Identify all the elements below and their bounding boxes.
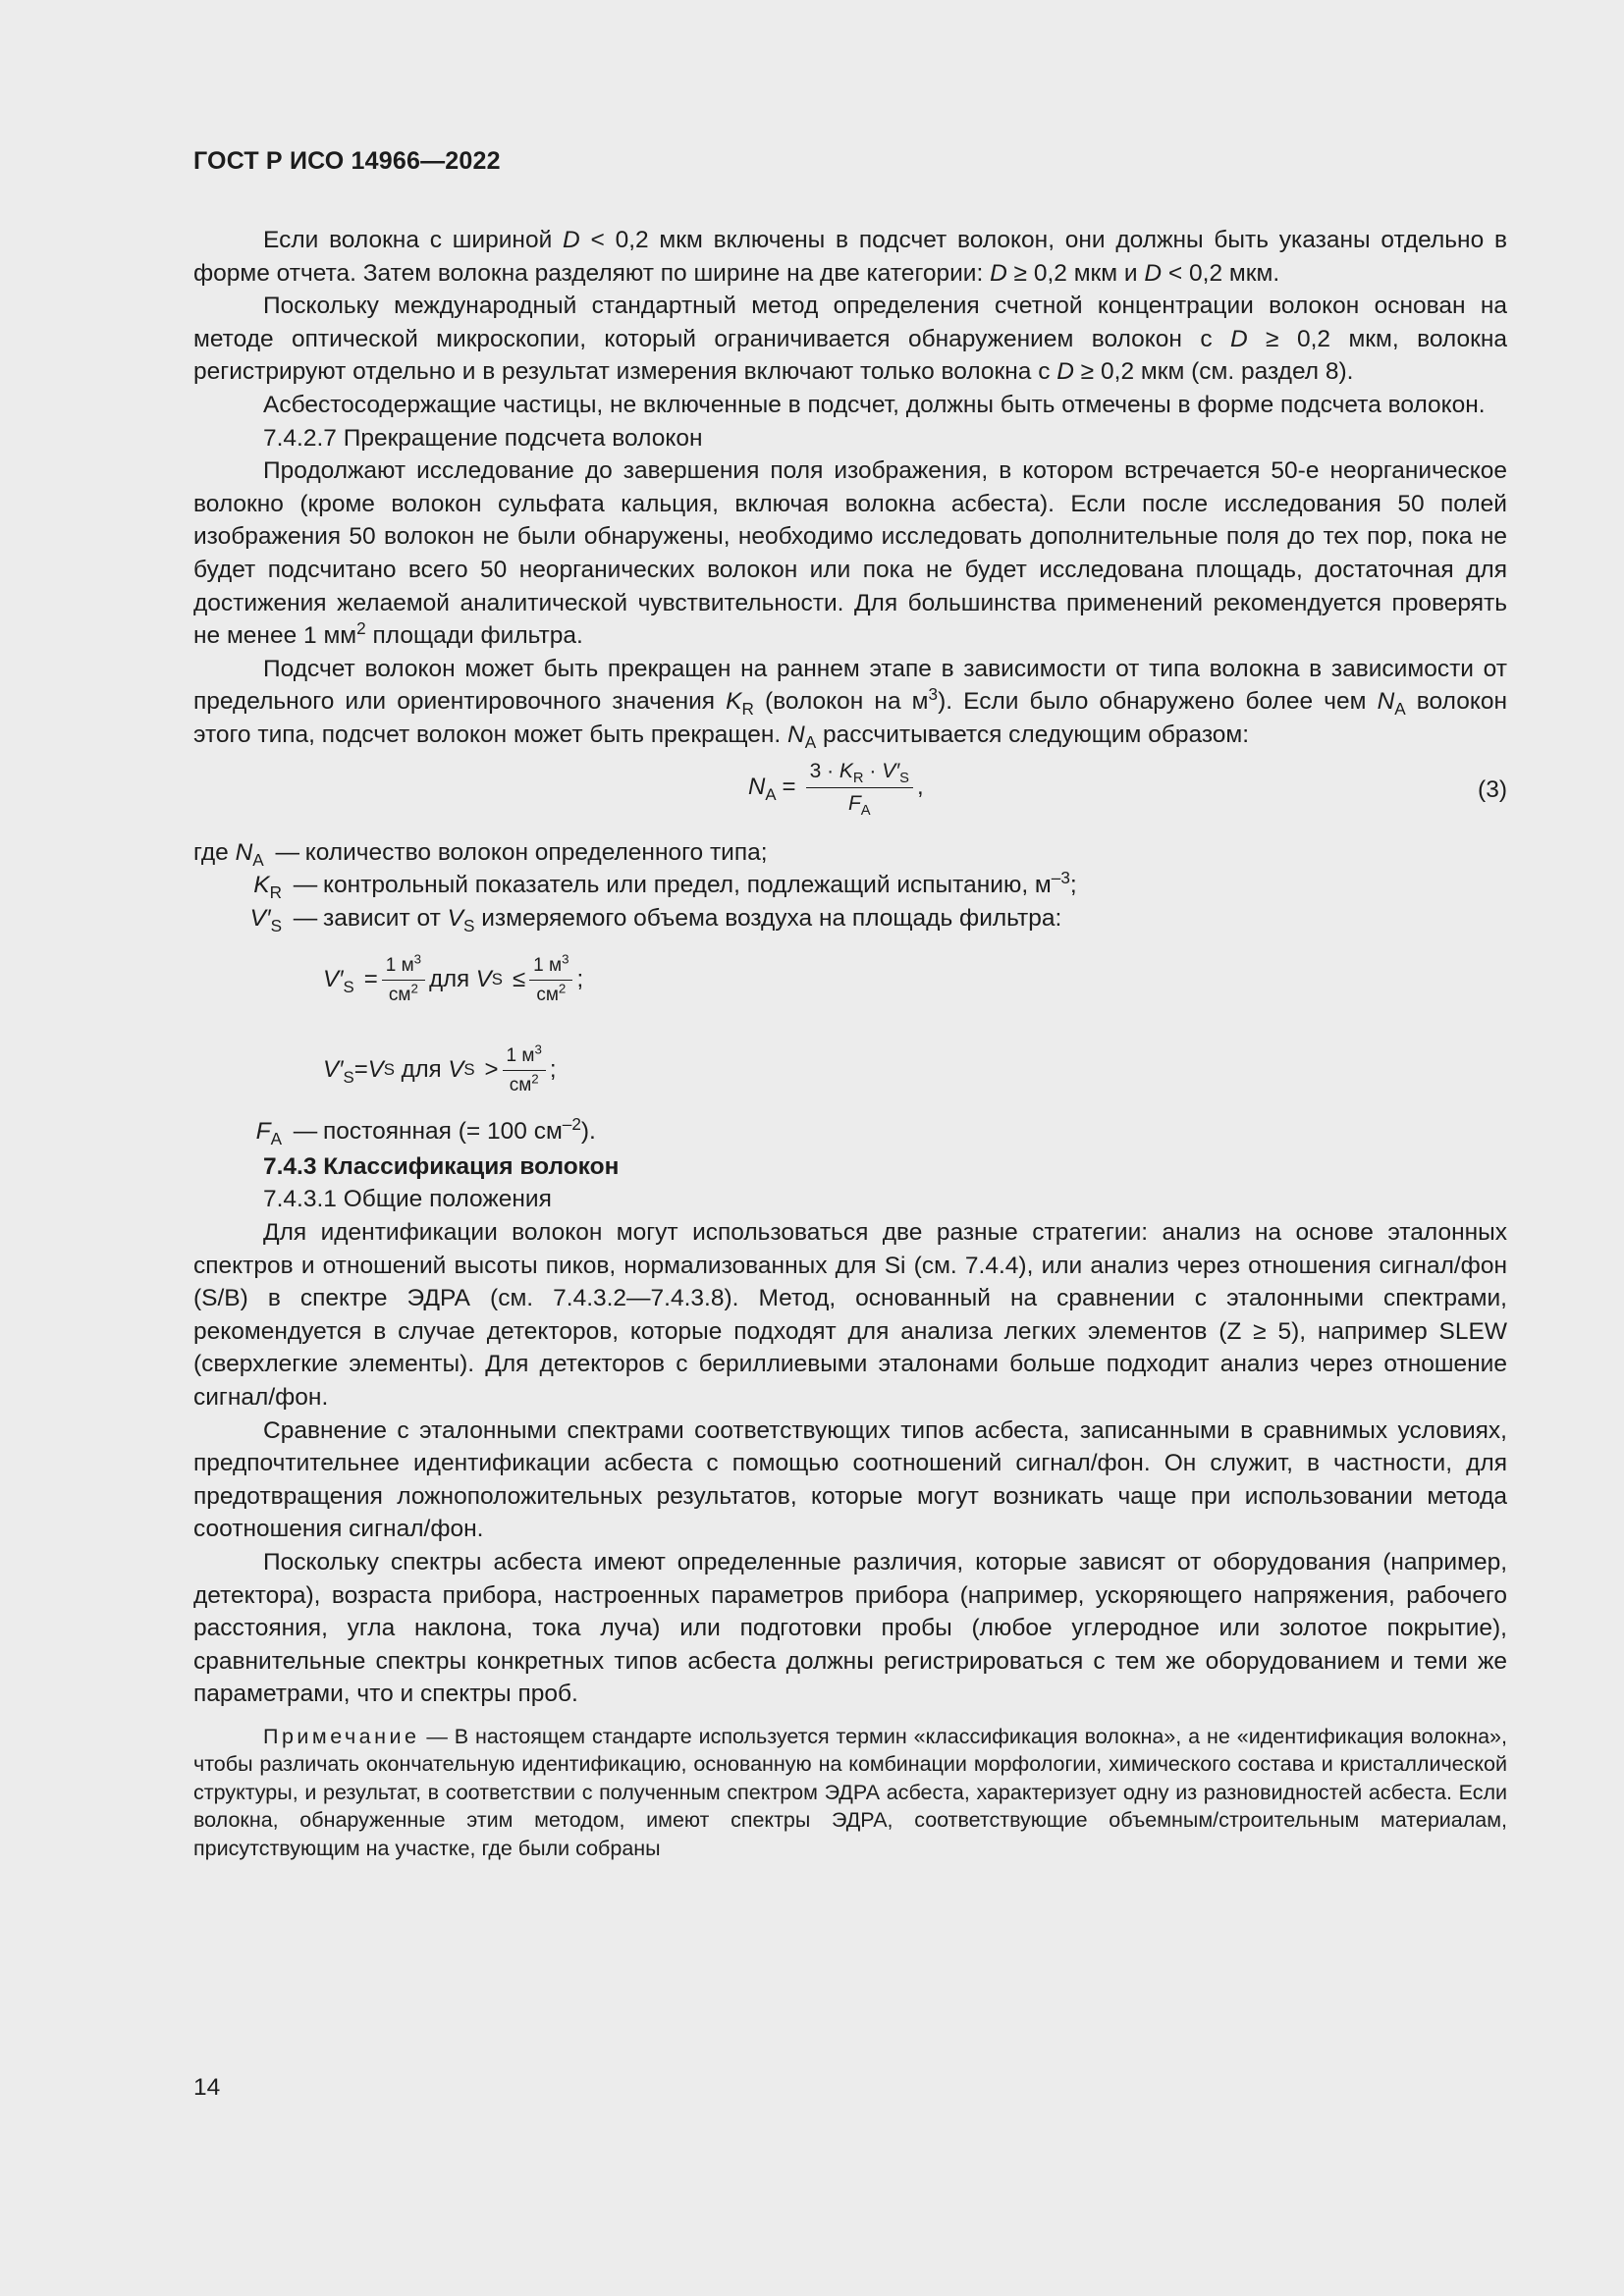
paragraph-5: Подсчет волокон может быть прекращен на раннем этапе в зависимости от типа волокна в зависимости от предельного или ориентировочного значения $K_R$ (волокон на $м^3$). Если было обнаружено более чем $N_A$ волокон этого типа, подсчет волокон может быть прекращен. $N_A$ рассчитывается следующим образом:: [193, 655, 1507, 752]
section-heading-7-4-2-7: 7.4.2.7 Прекращение подсчета волокон: [263, 424, 703, 452]
formula-lhs: $N_A$: [748, 774, 777, 804]
note-text: — В настоящем стандарте используется термин «классификация волокна», а не «идентификация волокна», чтобы различать окончательную идентификацию, основанную на комбинации морфологии, химического состава и кристаллической структуры, и результат, в соответствии с полученным спектром ЭДРА асбеста, характеризует одну из разновидностей асбеста. Если волокна, обнаруженные этим методом, имеют спектры ЭДРА, соответствующие объемным/строительным материалам, присутствующим на участке, где были собраны: [193, 1724, 1507, 1860]
paragraph-2: Поскольку международный стандартный метод определения счетной концентрации волокон основан на методе оптической микроскопии, который ограничивается обнаружением волокон с D ≥ 0,2 мкм, волокна регистрируют отдельно и в результат измерения включают только волокна с D ≥ 0,2 мкм (см. раздел 8).: [193, 293, 1507, 386]
equation-number: (3): [1478, 775, 1507, 803]
document-header: ГОСТ Р ИСО 14966—2022: [193, 147, 501, 175]
definition-fa: $F_A$ — постоянная (= 100 $см^{-2}$).: [193, 1115, 1507, 1148]
note: [193, 1723, 1507, 1863]
condition-formula-1: $V'_S$ = $\frac{1 м^3}{см^2}$ для V S ≤ $\frac{1 м^3}{см^2}$ ;: [323, 951, 584, 1005]
section-heading-7-4-3-1: 7.4.3.1 Общие положения: [263, 1186, 552, 1213]
definition-kr: $K_R$ — контрольный показатель или предел, подлежащий испытанию, $м^{-3}$;: [193, 869, 1507, 902]
definition-na: где $N_A$ — количество волокон определенного типа;: [193, 836, 1507, 870]
definition-symbol: $V'_S$: [249, 904, 282, 935]
paragraph-3: Асбестосодержащие частицы, не включенные в подсчет, должны быть отмечены в форме подсчета волокон.: [263, 391, 1486, 418]
formula-denominator: $F_A$: [847, 791, 871, 819]
paragraph-8: Поскольку спектры асбеста имеют определенные различия, которые зависят от оборудования (например, детектора), возраста прибора, настроенных параметров прибора (например, ускоряющего напряжения, рабочего расстояния, угла наклона, тока луча) или подготовки пробы (любое углеродное или золотое покрытие), сравнительные спектры конкретных типов асбеста должны регистрироваться с тем же оборудованием и теми же параметрами, что и спектры проб.: [193, 1549, 1507, 1708]
paragraph-6: Для идентификации волокон могут использоваться две разные стратегии: анализ на основе эталонных спектров и отношений высоты пиков, нормализованных для Si (см. 7.4.4), или анализ через отношения сигнал/фон (S/B) в спектре ЭДРА (см. 7.4.3.2—7.4.3.8). Метод, основанный на сравнении с эталонными спектрами, рекомендуется в случае детекторов, которые подходят для анализа легких элементов (Z ≥ 5), например SLEW (сверхлегкие элементы). Для детекторов с бериллиевыми эталонами больше подходит анализ через отношение сигнал/фон.: [193, 1219, 1507, 1412]
definition-vs: $V'_S$ — зависит от $V_S$ измеряемого объема воздуха на площадь фильтра:: [193, 902, 1507, 935]
paragraph-1: Если волокна с шириной D < 0,2 мкм включены в подсчет волокон, они должны быть указаны отдельно в форме отчета. Затем волокна разделяют по ширине на две категории: D ≥ 0,2 мкм и D < 0,2 мкм.: [193, 227, 1507, 287]
document-body: [193, 224, 1507, 1862]
formula-fraction: [806, 758, 913, 818]
paragraph-4: Продолжают исследование до завершения поля изображения, в котором встречается 50-е неорганическое волокно (кроме волокон сульфата кальция, включая волокна асбеста). Если после исследования 50 полей изображения 50 волокон не были обнаружены, необходимо исследовать дополнительные поля до тех пор, пока не будет подсчитано всего 50 неорганических волокон или пока не будет исследована площадь, достаточная для достижения желаемой аналитической чувствительности. Для большинства применений рекомендуется проверять не менее 1 $мм^2$ площади фильтра.: [193, 457, 1507, 650]
definition-symbol: где $N_A$: [193, 838, 264, 870]
formula-expression: $N_A$ = $\frac{3 \cdot K_R \cdot V'_S}{F_A}$ ,: [748, 759, 924, 819]
paragraph-7: Сравнение с эталонными спектрами соответствующих типов асбеста, записанными в сравнимых условиях, предпочтительнее идентификации асбеста с помощью соотношений сигнал/фон. Он служит, в частности, для предотвращения ложноположительных результатов, которые могут возникать чаще при использовании метода соотношения сигнал/фон.: [193, 1416, 1507, 1543]
definition-symbol: $F_A$: [255, 1118, 282, 1149]
note-label: Примечание: [263, 1724, 420, 1748]
definition-symbol: $K_R$: [253, 872, 282, 902]
section-heading-7-4-3: 7.4.3 Классификация волокон: [263, 1152, 620, 1180]
formula-3: [193, 752, 1507, 836]
condition-formula-2: $V'_S$ = V S для V S > $\frac{1 м^3}{см^2}$ ;: [323, 1041, 557, 1095]
formula-numerator: $3 \cdot K_R \cdot V'_S$: [806, 758, 913, 788]
page-number: 14: [193, 2074, 221, 2101]
